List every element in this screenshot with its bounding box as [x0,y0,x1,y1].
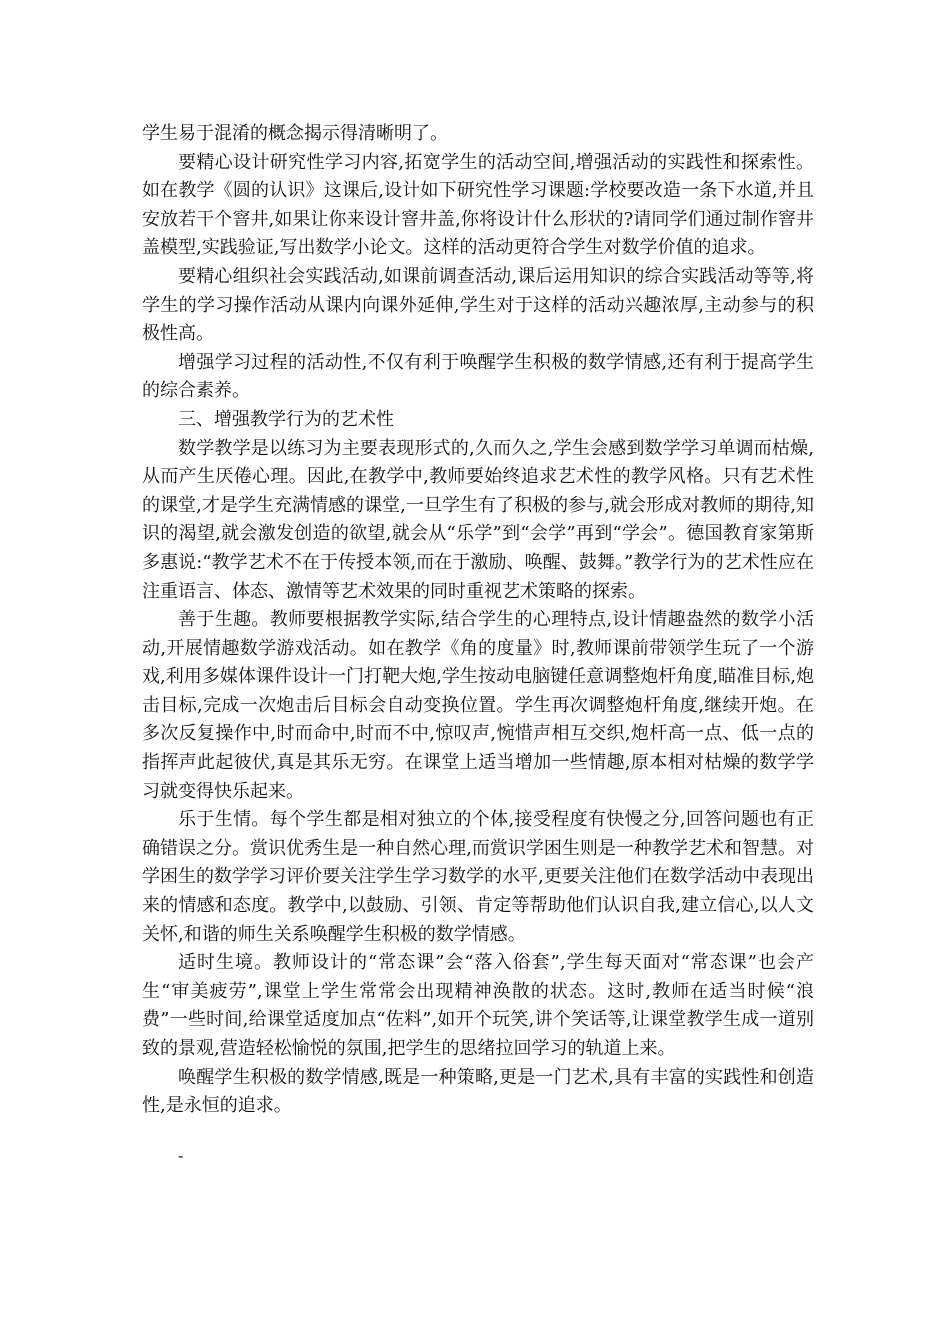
section-heading-artistry: 三、增强教学行为的艺术性 [178,408,394,430]
paragraph-situation: 适时生境。教师设计的“常态课”会“落入俗套”,学生每天面对“常态课”也会产生“审美疲劳”,课堂上学生常常会出现精神涣散的状态。这时,教师在适当时候“浪费”一些时间,给课堂适度加点“佐料”,如开个玩笑,讲个笑话等,让课堂教学生成一道别致的景观,营造轻松愉悦的氛围,把学生的思绪拉回学习的轨道上来。 [142,952,814,1059]
footer-mark: - [178,1146,184,1165]
paragraph-continuation: 学生易于混淆的概念揭示得清晰明了。 [142,123,448,144]
paragraph-emotion: 乐于生情。每个学生都是相对独立的个体,接受程度有快慢之分,回答问题也有正确错误之分。赏识优秀生是一种自然心理,而赏识学困生则是一种教学艺术和智慧。对学困生的数学学习评价要关注学生学习数学的水平,更要关注他们在数学活动中表现出来的情感和态度。教学中,以鼓励、引领、肯定等帮助他们认识自我,建立信心,以人文关怀,和谐的师生关系唤醒学生积极的数学情感。 [142,809,814,945]
paragraph-interest: 善于生趣。教师要根据教学实际,结合学生的心理特点,设计情趣盎然的数学小活动,开展情趣数学游戏活动。如在教学《角的度量》时,教师课前带领学生玩了一个游戏,利用多媒体课件设计一门打靶大炮,学生按动电脑键任意调整炮杆角度,瞄准目标,炮击目标,完成一次炮击后目标会自动变换位置。学生再次调整炮杆角度,继续开炮。在多次反复操作中,时而命中,时而不中,惊叹声,惋惜声相互交织,炮杆高一点、低一点的指挥声此起彼伏,真是其乐无穷。在课堂上适当增加一些情趣,原本相对枯燥的数学学习就变得快乐起来。 [142,609,814,802]
paragraph-conclusion: 唤醒学生积极的数学情感,既是一种策略,更是一门艺术,具有丰富的实践性和创造性,是永恒的追求。 [142,1066,814,1117]
paragraph-artistry-intro: 数学教学是以练习为主要表现形式的,久而久之,学生会感到数学学习单调而枯燥,从而产生厌倦心理。因此,在教学中,教师要始终追求艺术性的教学风格。只有艺术性的课堂,才是学生充满情感的课堂,一旦学生有了积极的参与,就会形成对教师的期待,知识的渴望,就会激发创造的欲望,就会从“乐学”到“会学”再到“学会”。德国教育家第斯多惠说:“教学艺术不在于传授本领,而在于激励、唤醒、鼓舞。”教学行为的艺术性应在注重语言、体态、激情等艺术效果的同时重视艺术策略的探索。 [142,437,814,602]
paragraph-research-learning: 要精心设计研究性学习内容,拓宽学生的活动空间,增强活动的实践性和探索性。如在教学《圆的认识》这课后,设计如下研究性学习课题:学校要改造一条下水道,并且安放若干个窨井,如果让你来设计窨井盖,你将设计什么形状的?请同学们通过制作窨井盖模型,实践验证,写出数学小论文。这样的活动更符合学生对数学价值的追求。 [142,151,814,259]
document-body [142,120,814,1121]
paragraph-activity-summary: 增强学习过程的活动性,不仅有利于唤醒学生积极的数学情感,还有利于提高学生的综合素养。 [142,351,814,402]
paragraph-social-practice: 要精心组织社会实践活动,如课前调查活动,课后运用知识的综合实践活动等等,将学生的学习操作活动从课内向课外延伸,学生对于这样的活动兴趣浓厚,主动参与的积极性高。 [142,265,814,345]
